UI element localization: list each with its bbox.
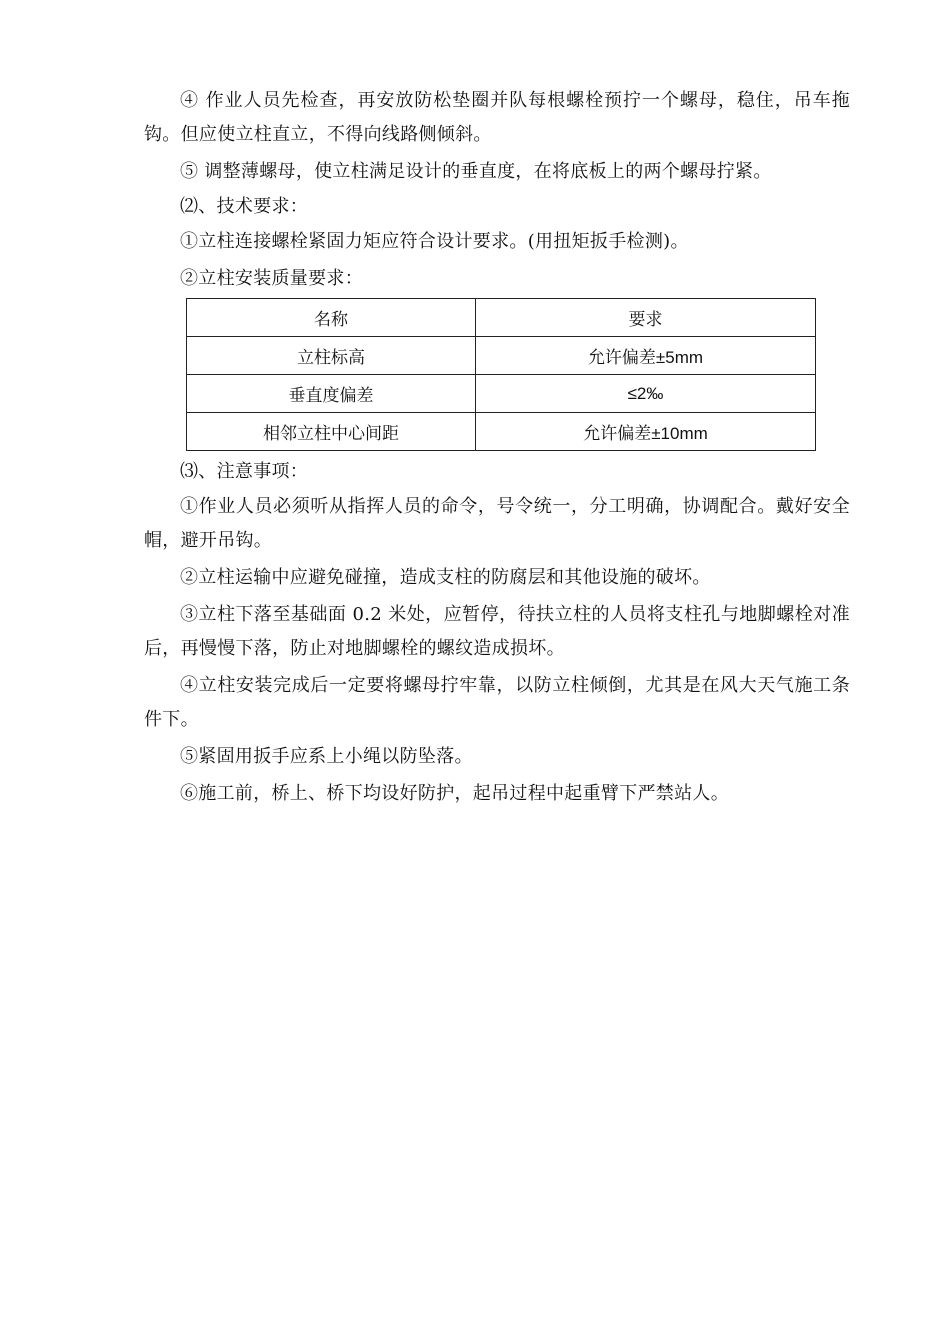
table-row [187, 337, 816, 375]
table-cell-name: 立柱标高 [187, 337, 476, 375]
table-cell-name: 相邻立柱中心间距 [187, 413, 476, 451]
paragraph-step-5: ⑤ 调整薄螺母，使立柱满足设计的垂直度，在将底板上的两个螺母拧紧。 [180, 161, 772, 182]
table-header-requirement: 要求 [476, 299, 816, 337]
table-header-name: 名称 [187, 299, 476, 337]
paragraph-requirement-2: ②立柱安装质量要求： [180, 268, 363, 289]
table-cell-requirement: 允许偏差±5mm [476, 337, 816, 375]
section-heading-precautions: ⑶、注意事项： [180, 461, 309, 482]
paragraph-precaution-6: ⑥施工前，桥上、桥下均设好防护，起吊过程中起重臂下严禁站人。 [180, 783, 729, 804]
document-body [144, 84, 850, 814]
paragraph-precaution-4: ④立柱安装完成后一定要将螺母拧牢靠，以防立柱倾倒，尤其是在风大天气施工条件下。 [144, 675, 850, 730]
paragraph-requirement-1: ①立柱连接螺栓紧固力矩应符合设计要求。(用扭矩扳手检测)。 [180, 231, 689, 252]
table-cell-requirement: 允许偏差±10mm [476, 413, 816, 451]
table-row [187, 375, 816, 413]
paragraph-precaution-5: ⑤紧固用扳手应系上小绳以防坠落。 [180, 746, 473, 767]
section-heading-technical-requirements: ⑵、技术要求： [180, 196, 309, 217]
paragraph-precaution-3: ③立柱下落至基础面 0.2 米处，应暂停，待扶立柱的人员将支柱孔与地脚螺栓对准后，再慢慢下落，防止对地脚螺栓的螺纹造成损坏。 [144, 604, 850, 659]
paragraph-precaution-1: ①作业人员必须听从指挥人员的命令，号令统一，分工明确，协调配合。戴好安全帽，避开吊钩。 [144, 496, 850, 551]
table-cell-requirement: ≤2‰ [476, 375, 816, 413]
table-header-row [187, 299, 816, 337]
paragraph-precaution-2: ②立柱运输中应避免碰撞，造成支柱的防腐层和其他设施的破坏。 [180, 567, 711, 588]
paragraph-step-4: ④ 作业人员先检查，再安放防松垫圈并队每根螺栓预拧一个螺母，稳住，吊车拖钩。但应使立柱直立，不得向线路侧倾斜。 [144, 90, 850, 145]
table-cell-name: 垂直度偏差 [187, 375, 476, 413]
quality-table-wrapper [186, 298, 816, 451]
quality-requirements-table [186, 298, 816, 451]
table-row [187, 413, 816, 451]
